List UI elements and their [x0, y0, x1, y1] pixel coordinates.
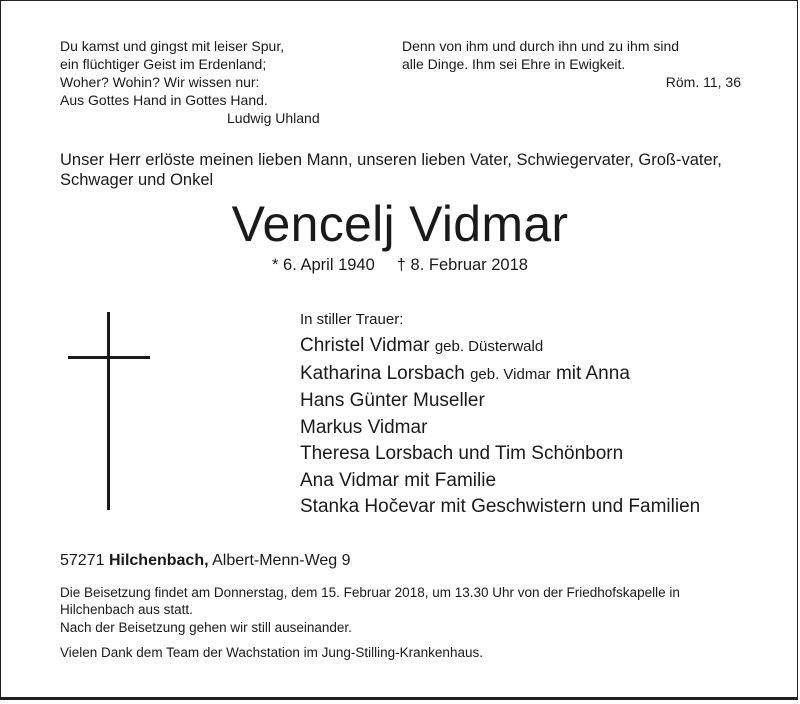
life-dates [0, 256, 800, 275]
address [60, 552, 351, 570]
cross-icon [107, 312, 110, 510]
mourners-lead: In stiller Trauer: [300, 311, 404, 328]
funeral-notes [60, 585, 750, 661]
cross-icon-bar [68, 356, 150, 359]
poem [60, 37, 320, 127]
intro-text: Unser Herr erlöste meinen lieben Mann, unseren lieben Vater, Schwiegervater, Groß-vater, Schwager und Onkel [60, 151, 722, 189]
mourner-row [300, 333, 700, 361]
mourner-row: Theresa Lorsbach und Tim Schönborn [300, 443, 624, 464]
mourner-name: Christel Vidmar [300, 335, 430, 356]
poem-line: Aus Gottes Hand in Gottes Hand. [60, 92, 268, 108]
bible-verse [402, 37, 741, 91]
verse-line: Denn von ihm und durch ihn und zu ihm sind [402, 38, 680, 54]
address-zip: 57271 [60, 552, 105, 569]
after-funeral-info: Nach der Beisetzung gehen wir still auseinander. [60, 620, 352, 635]
poem-line: Woher? Wohin? Wir wissen nur: [60, 74, 260, 90]
mourner-suffix: mit Anna [555, 362, 630, 384]
address-city: Hilchenbach, [108, 552, 209, 569]
verse-line: alle Dinge. Ihm sei Ehre in Ewigkeit. [402, 56, 626, 72]
mourner-row: Stanka Hočevar mit Geschwistern und Familien [300, 496, 701, 517]
deceased-name: Vencelj Vidmar [231, 196, 569, 252]
verse-reference: Röm. 11, 36 [665, 74, 741, 90]
mourner-name: Katharina Lorsbach [300, 362, 465, 384]
mourner-note: geb. Düsterwald [434, 338, 544, 355]
funeral-info: Die Beisetzung findet am Donnerstag, dem 15. Februar 2018, um 13.30 Uhr von der Friedhofskapelle in Hilchenbach aus statt. [60, 585, 680, 617]
poem-line: Du kamst und gingst mit leiser Spur, [60, 38, 285, 54]
birth-date: * 6. April 1940 [272, 256, 375, 274]
death-date: † 8. Februar 2018 [396, 256, 528, 274]
poem-author: Ludwig Uhland [227, 110, 320, 126]
mourners-list [300, 310, 700, 521]
mourner-row: Markus Vidmar [300, 416, 428, 438]
thanks-note: Vielen Dank dem Team der Wachstation im Jung-Stilling-Krankenhaus. [60, 644, 483, 660]
mourner-note: geb. Vidmar [470, 365, 551, 383]
mourner-row: Hans Günter Museller [300, 390, 485, 411]
mourner-row: Ana Vidmar mit Familie [300, 469, 497, 491]
poem-line: ein flüchtiger Geist im Erdenland; [60, 56, 267, 72]
mourner-row [300, 361, 700, 389]
address-street: Albert-Menn-Weg 9 [212, 552, 351, 569]
